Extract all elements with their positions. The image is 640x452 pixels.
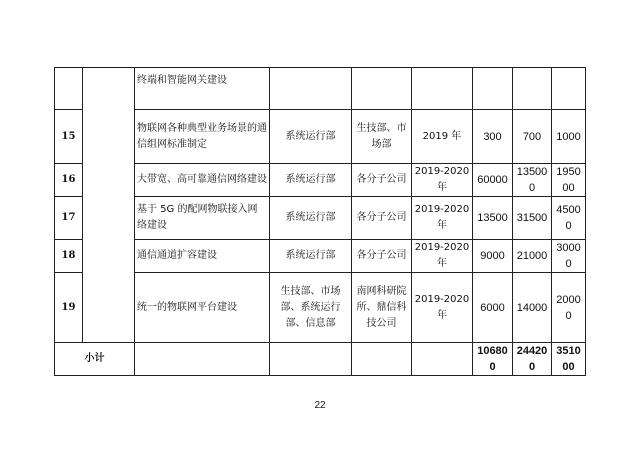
page-number: 22	[314, 400, 326, 411]
project-description: 物联网各种典型业务场景的通信组网标准制定	[135, 110, 270, 164]
subtotal-amount-1: 106800	[473, 343, 513, 376]
table-row	[55, 164, 586, 197]
row-number: 17	[55, 197, 83, 240]
subtotal-label: 小计	[55, 343, 135, 376]
amount-2: 700	[513, 110, 552, 164]
amount-3: 30000	[552, 240, 586, 273]
timeline: 2019-2020 年	[412, 240, 473, 273]
amount-1: 13500	[473, 197, 513, 240]
timeline: 2019-2020 年	[412, 273, 473, 343]
cooperating-dept: 各分子公司	[352, 240, 412, 273]
responsible-dept: 系统运行部	[270, 240, 352, 273]
row-number: 16	[55, 164, 83, 197]
amount-1: 300	[473, 110, 513, 164]
amount-2: 21000	[513, 240, 552, 273]
amount-3: 20000	[552, 273, 586, 343]
project-table	[54, 67, 586, 376]
project-description: 终端和智能网关建设	[135, 68, 270, 110]
project-description: 统一的物联网平台建设	[135, 273, 270, 343]
amount-1: 9000	[473, 240, 513, 273]
amount-2: 135000	[513, 164, 552, 197]
table-row	[55, 68, 586, 110]
responsible-dept: 生技部、市场部、系统运行部、信息部	[270, 273, 352, 343]
row-number: 15	[55, 110, 83, 164]
cooperating-dept: 南网科研院所、鼎信科技公司	[352, 273, 412, 343]
amount-3	[552, 68, 586, 110]
cooperating-dept: 生技部、市场部	[352, 110, 412, 164]
empty-cell	[352, 343, 412, 376]
subtotal-amount-2: 244200	[513, 343, 552, 376]
responsible-dept	[270, 68, 352, 110]
responsible-dept: 系统运行部	[270, 197, 352, 240]
subtotal-amount-3: 351000	[552, 343, 586, 376]
timeline: 2019-2020 年	[412, 197, 473, 240]
project-description: 通信通道扩容建设	[135, 240, 270, 273]
row-number: 19	[55, 273, 83, 343]
subtotal-row	[55, 343, 586, 376]
table-row	[55, 110, 586, 164]
timeline: 2019-2020 年	[412, 164, 473, 197]
cooperating-dept: 各分子公司	[352, 197, 412, 240]
responsible-dept: 系统运行部	[270, 110, 352, 164]
responsible-dept: 系统运行部	[270, 164, 352, 197]
amount-3: 45000	[552, 197, 586, 240]
category-cell	[83, 68, 135, 343]
row-number: 18	[55, 240, 83, 273]
timeline: 2019 年	[412, 110, 473, 164]
row-number	[55, 68, 83, 110]
amount-3: 1000	[552, 110, 586, 164]
empty-cell	[270, 343, 352, 376]
project-description: 基于 5G 的配网物联接入网络建设	[135, 197, 270, 240]
timeline	[412, 68, 473, 110]
empty-cell	[412, 343, 473, 376]
amount-1	[473, 68, 513, 110]
project-description: 大带宽、高可靠通信网络建设	[135, 164, 270, 197]
amount-1: 6000	[473, 273, 513, 343]
amount-3: 195000	[552, 164, 586, 197]
empty-cell	[135, 343, 270, 376]
cooperating-dept: 各分子公司	[352, 164, 412, 197]
amount-2: 14000	[513, 273, 552, 343]
amount-2: 31500	[513, 197, 552, 240]
table-row	[55, 197, 586, 240]
amount-2	[513, 68, 552, 110]
amount-1: 60000	[473, 164, 513, 197]
table-row	[55, 273, 586, 343]
table-row	[55, 240, 586, 273]
cooperating-dept	[352, 68, 412, 110]
